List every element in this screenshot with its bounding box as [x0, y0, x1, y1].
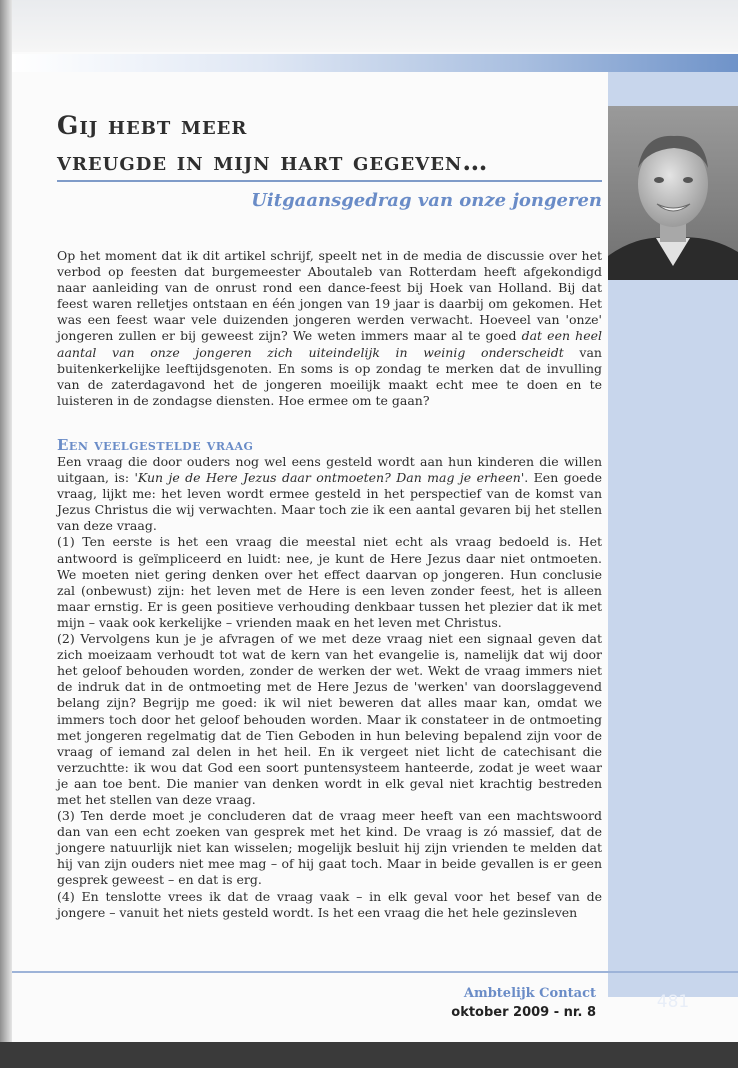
- article-title-line-1: Gij hebt meer: [57, 111, 248, 140]
- article-subtitle: Uitgaansgedrag van onze jongeren: [251, 190, 602, 211]
- section-paragraph-1: [57, 454, 602, 534]
- article-title: [57, 108, 602, 180]
- point-3: (3) Ten derde moet je concluderen dat de vraag meer heeft van een machtswoord dan van een echt zoeken van gesprek met het kind. De vraag is zó massief, dat de jongere natuurlijk niet kan wisselen; mogelijk besluit hij zijn vrienden te melden dat hij van zijn ouders niet mee mag – of hij gaat toch. Maar in beide gevallen is er geen gesprek geweest – en dat is erg.: [57, 808, 602, 888]
- point-4: (4) En tenslotte vrees ik dat de vraag vaak – in elk geval voor het besef van de jongere – vanuit het niets gesteld wordt. Is het een vraag die het hele gezinsleven: [57, 888, 602, 920]
- author-photo: [608, 106, 738, 280]
- intro-emphasis: dat een heel aantal van onze jongeren zich uiteindelijk in weinig onderscheidt: [57, 328, 602, 360]
- point-2: (2) Vervolgens kun je je afvragen of we met deze vraag niet een signaal geven dat zich moeizaam verhoudt tot wat de kern van het evangelie is, namelijk dat wij door het geloof behouden worden, zonder de werken der wet. Wekt de vraag immers niet de indruk dat in de ontmoeting met de Here Jezus de 'werken' van doorslaggevend belang zijn? Begrijp me goed: ik wil niet beweren dat alles maar kan, omdat we immers toch door het geloof behouden worden. Maar ik constateer in de ontmoeting met jongeren regelmatig dat de Tien Geboden in hun beleving bepalend zijn voor de vraag of iemand zal delen in het heil. En ik vergeet niet licht de catechisant die verzuchtte: ik wou dat God een soort puntensysteem hanteerde, zodat je weet waar je aan toe bent. Die manier van denken wordt in elk geval niet krachtig bestreden met het stellen van deze vraag.: [57, 631, 602, 807]
- footer-divider: [12, 971, 738, 973]
- author-portrait-image: [608, 106, 738, 280]
- page-binding-edge: [0, 0, 12, 1068]
- top-band: [12, 0, 738, 52]
- top-gradient-bar: [12, 54, 738, 72]
- section-p1-start: Een vraag die door ouders nog wel eens gesteld wordt aan hun kinderen die willen uitgaan, is: ': [57, 454, 602, 486]
- intro-paragraph: [57, 248, 602, 409]
- section-p1-emphasis: Kun je de Here Jezus daar ontmoeten? Dan mag je erheen: [137, 470, 521, 486]
- bottom-edge: [0, 1042, 738, 1068]
- page-number: 481: [656, 992, 690, 1012]
- footer-issue: oktober 2009 - nr. 8: [451, 1005, 596, 1020]
- section-heading: Een veelgestelde vraag: [57, 436, 254, 454]
- footer-magazine-name: Ambtelijk Contact: [463, 986, 596, 1001]
- title-divider: [57, 180, 602, 182]
- section-p1-end: '. Een goede vraag, lijkt me: het leven wordt ermee gesteld in het perspectief van de komst van Jezus Christus die wij verwachten. Maar toch zie ik een aantal gevaren bij het stellen van deze vraag.: [57, 470, 602, 534]
- section-body: [57, 454, 602, 921]
- intro-text-end: van buitenkerkelijke leeftijdsgenoten. En soms is op zondag te merken dat de invulling van de zaterdagavond het de jongeren moeilijk maakt echt mee te doen en te luisteren in de zondagse diensten. Hoe ermee om te gaan?: [57, 344, 602, 408]
- point-1: (1) Ten eerste is het een vraag die meestal niet echt als vraag bedoeld is. Het antwoord is geïmpliceerd en luidt: nee, je kunt de Here Jezus daar niet ontmoeten. We moeten niet gering denken over het effect daarvan op jongeren. Hun conclusie zal (onbewust) zijn: het leven met de Here is een leven zonder feest, het is alleen maar ernstig. Er is geen positieve verhouding denkbaar tussen het plezier dat ik met mijn – vaak ook kerkelijke – vrienden maak en het leven met Christus.: [57, 534, 602, 630]
- intro-text-start: Op het moment dat ik dit artikel schrijf, speelt net in de media de discussie over het verbod op feesten dat burgemeester Aboutaleb van Rotterdam heeft afgekondigd naar aanleiding van de onrust rond een dance-feest bij Hoek van Holland. Bij dat feest waren relletjes ontstaan en één jongen van 19 jaar is daarbij om gekomen. Het was een feest waar vele duizenden jongeren werden verwacht. Hoeveel van 'onze' jongeren zullen er bij geweest zijn? We weten immers maar al te goed: [57, 248, 602, 344]
- article-title-line-2: vreugde in mijn hart gegeven…: [57, 147, 489, 176]
